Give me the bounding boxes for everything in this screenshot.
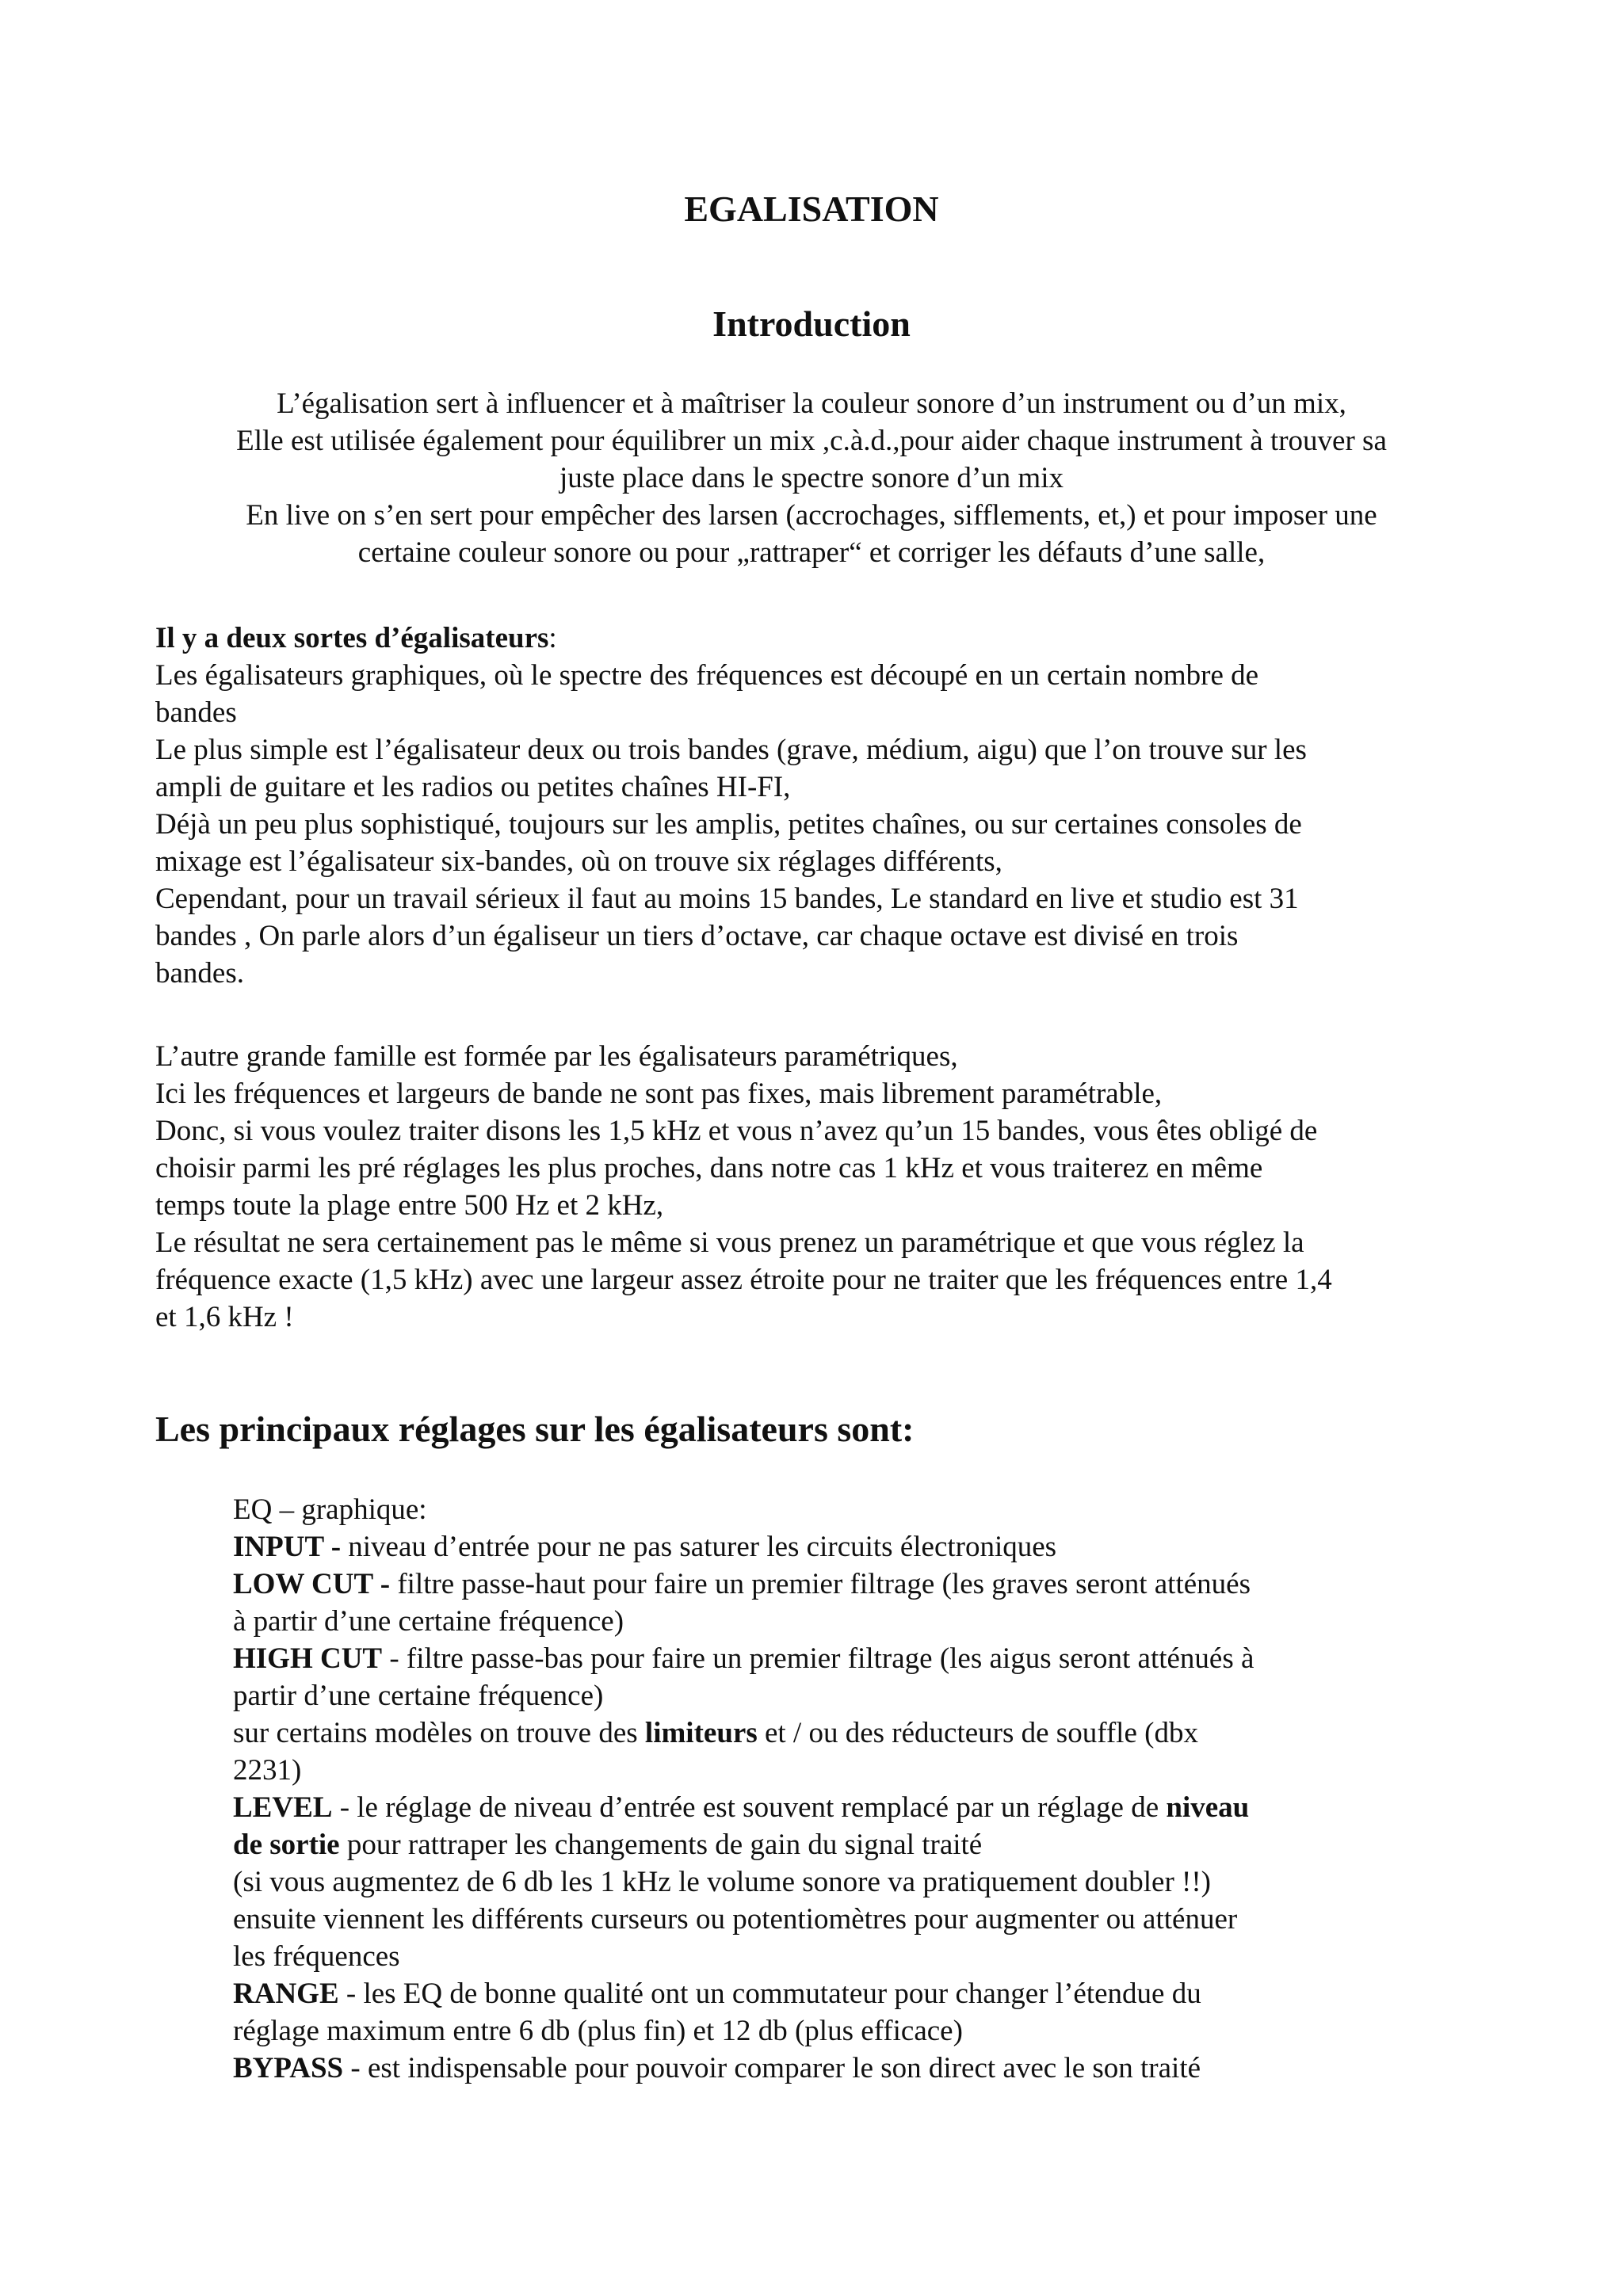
- setting-low-cut-cont: à partir d’une certaine fréquence): [233, 1605, 624, 1638]
- types-line: ampli de guitare et les radios ou petites chaînes HI-FI,: [155, 771, 791, 803]
- types-line: Cependant, pour un travail sérieux il faut au moins 15 bandes, Le standard en live et studio est 31: [155, 883, 1299, 915]
- setting-input: [233, 1528, 1438, 1566]
- parametric-line: et 1,6 kHz !: [155, 1301, 294, 1333]
- setting-term: LOW CUT -: [233, 1568, 391, 1600]
- setting-limiter-cont: 2231): [233, 1754, 302, 1787]
- setting-level-cont: [233, 1826, 1438, 1863]
- setting-desc: niveau d’entrée pour ne pas saturer les circuits électroniques: [341, 1531, 1057, 1563]
- setting-desc: filtre passe-haut pour faire un premier filtrage (les graves seront atténués: [390, 1568, 1251, 1600]
- parametric-line: fréquence exacte (1,5 kHz) avec une largeur assez étroite pour ne traiter que les fréquences entre 1,4: [155, 1264, 1332, 1296]
- section-heading-settings: Les principaux réglages sur les égalisateurs sont:: [155, 1409, 915, 1449]
- setting-range: [233, 1975, 1438, 2012]
- intro-line: En live on s’en sert pour empêcher des larsen (accrochages, sifflements, et,) et pour imposer une: [246, 499, 1377, 532]
- intro-line: L’égalisation sert à influencer et à maîtriser la couleur sonore d’un instrument ou d’un mix,: [277, 387, 1346, 420]
- eq-graphic-label: EQ – graphique:: [233, 1493, 427, 1526]
- types-line: Les égalisateurs graphiques, où le spectre des fréquences est découpé en un certain nombre de: [155, 659, 1259, 692]
- setting-high-cut: [233, 1640, 1438, 1677]
- types-line: mixage est l’égalisateur six-bandes, où on trouve six réglages différents,: [155, 845, 1002, 878]
- setting-level-note: (si vous augmentez de 6 db les 1 kHz le volume sonore va pratiquement doubler !!): [233, 1866, 1212, 1898]
- types-line: Déjà un peu plus sophistiqué, toujours sur les amplis, petites chaînes, ou sur certaines consoles de: [155, 808, 1302, 841]
- setting-limiter: [233, 1714, 1438, 1752]
- setting-sliders-cont: les fréquences: [233, 1940, 400, 1973]
- settings-list: [233, 1491, 1438, 2087]
- setting-low-cut: [233, 1566, 1438, 1603]
- setting-term: LEVEL: [233, 1791, 333, 1824]
- setting-desc: pour rattraper les changements de gain du signal traité: [339, 1829, 983, 1861]
- setting-term: RANGE: [233, 1978, 339, 2010]
- parametric-line: temps toute la plage entre 500 Hz et 2 kHz,: [155, 1189, 664, 1222]
- parametric-line: Donc, si vous voulez traiter disons les 1,5 kHz et vous n’avez qu’un 15 bandes, vous êtes obligé de: [155, 1115, 1318, 1147]
- section-heading-introduction: Introduction: [712, 303, 911, 344]
- setting-range-cont: réglage maximum entre 6 db (plus fin) et 12 db (plus efficace): [233, 2015, 963, 2047]
- setting-term: de sortie: [233, 1829, 340, 1861]
- setting-sliders: ensuite viennent les différents curseurs ou potentiomètres pour augmenter ou atténuer: [233, 1903, 1238, 1936]
- setting-term: limiteurs: [644, 1717, 758, 1749]
- intro-line: certaine couleur sonore ou pour „rattraper“ et corriger les défauts d’une salle,: [357, 536, 1266, 569]
- setting-desc: - les EQ de bonne qualité ont un commutateur pour changer l’étendue du: [338, 1978, 1201, 2010]
- setting-term: BYPASS: [233, 2052, 344, 2084]
- setting-term: niveau: [1166, 1791, 1250, 1824]
- setting-desc: et / ou des réducteurs de souffle (dbx: [757, 1717, 1198, 1749]
- equalizer-types-paragraph: [155, 620, 1487, 992]
- parametric-line: Ici les fréquences et largeurs de bande ne sont pas fixes, mais librement paramétrable,: [155, 1077, 1163, 1110]
- setting-desc: - est indispensable pour pouvoir comparer le son direct avec le son traité: [343, 2052, 1201, 2084]
- intro-line: Elle est utilisée également pour équilibrer un mix ,c.à.d.,pour aider chaque instrument à trouver sa: [236, 425, 1387, 457]
- setting-high-cut-cont: partir d’une certaine fréquence): [233, 1680, 604, 1712]
- parametric-line: choisir parmi les pré réglages les plus proches, dans notre cas 1 kHz et vous traiterez en même: [155, 1152, 1263, 1184]
- parametric-line: Le résultat ne sera certainement pas le même si vous prenez un paramétrique et que vous réglez la: [155, 1226, 1304, 1259]
- types-line: bandes.: [155, 957, 244, 990]
- intro-line: juste place dans le spectre sonore d’un mix: [559, 462, 1064, 494]
- types-heading: [155, 620, 1487, 657]
- types-line: Le plus simple est l’égalisateur deux ou trois bandes (grave, médium, aigu) que l’on trouve sur les: [155, 734, 1307, 766]
- setting-level: [233, 1789, 1438, 1826]
- setting-desc: sur certains modèles on trouve des: [233, 1717, 645, 1749]
- parametric-line: L’autre grande famille est formée par les égalisateurs paramétriques,: [155, 1040, 958, 1073]
- setting-desc: - le réglage de niveau d’entrée est souvent remplacé par un réglage de: [332, 1791, 1167, 1824]
- parametric-paragraph: [155, 1038, 1487, 1336]
- intro-paragraph: [151, 385, 1472, 571]
- types-line: bandes: [155, 696, 237, 729]
- setting-term: HIGH CUT: [233, 1642, 383, 1675]
- document-title: EGALISATION: [684, 189, 939, 229]
- setting-bypass: [233, 2050, 1438, 2087]
- types-heading-bold: Il y a deux sortes d’égalisateurs: [155, 622, 549, 654]
- setting-term: INPUT -: [233, 1531, 342, 1563]
- types-line: bandes , On parle alors d’un égaliseur un tiers d’octave, car chaque octave est divisé en trois: [155, 920, 1239, 952]
- setting-desc: - filtre passe-bas pour faire un premier filtrage (les aigus seront atténués à: [382, 1642, 1254, 1675]
- types-heading-colon: :: [548, 622, 557, 654]
